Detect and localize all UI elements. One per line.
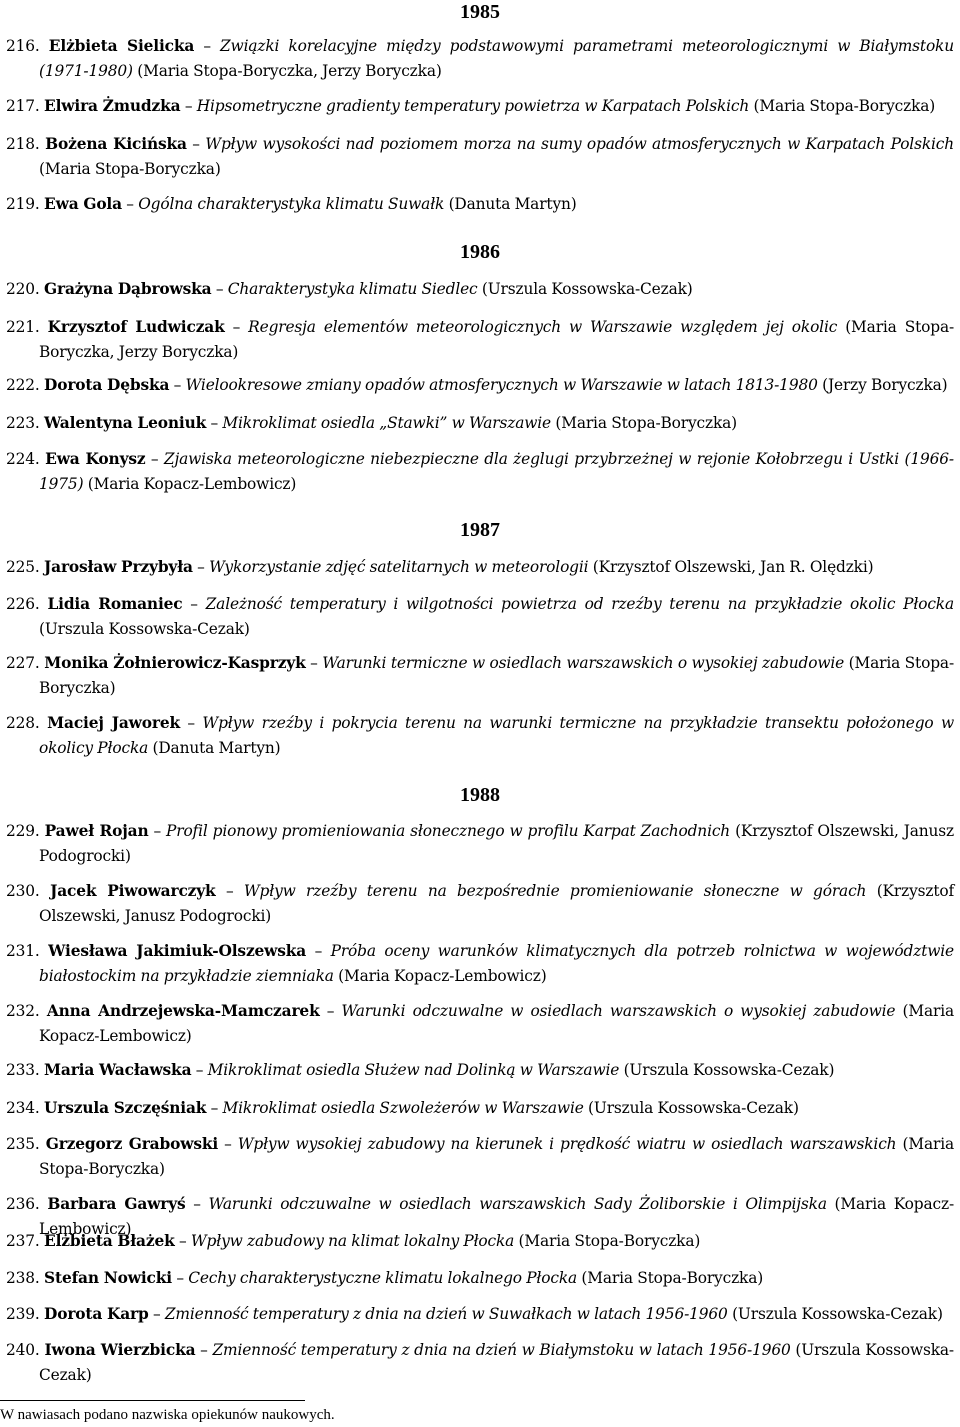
entry-supervisor: (Krzysztof Olszewski, Janusz Podogrocki) (39, 822, 955, 865)
entry-title: Wykorzystanie zdjęć satelitarnych w meteorologii (209, 558, 589, 576)
thesis-entry: 219. Ewa Gola – Ogólna charakterystyka klimatu Suwałk (Danuta Martyn) (6, 195, 577, 213)
entry-supervisor: (Maria Stopa-Boryczka, Jerzy Boryczka) (39, 318, 955, 361)
thesis-entry: 229. Paweł Rojan – Profil pionowy promieniowania słonecznego w profilu Karpat Zachodnich (Krzysztof Olszewski, Janusz Podogrocki) (6, 822, 955, 865)
thesis-entry: 220. Grażyna Dąbrowska – Charakterystyka klimatu Siedlec (Urszula Kossowska-Cezak) (6, 280, 693, 298)
thesis-entry: 239. Dorota Karp – Zmienność temperatury z dnia na dzień w Suwałkach w latach 1956-1960 (Urszula Kossowska-Cezak) (6, 1305, 943, 1323)
entry-title: Wielookresowe zmiany opadów atmosferycznych w Warszawie w latach 1813-1980 (185, 376, 818, 394)
section-year-heading: 1986 (460, 241, 500, 263)
entry-supervisor: (Maria Stopa-Boryczka) (753, 97, 936, 115)
entry-number: 229. (6, 822, 40, 840)
section-year-heading: 1985 (460, 1, 500, 23)
thesis-entry: 217. Elwira Żmudzka – Hipsometryczne gradienty temperatury powietrza w Karpatach Polskich (Maria Stopa-Boryczka) (6, 97, 936, 115)
thesis-entry: 216. Elżbieta Sielicka – Związki korelacyjne między podstawowymi parametrami meteorologicznymi w Białymstoku (1971-1980) (Maria Stopa-Boryczka, Jerzy Boryczka) (6, 37, 954, 80)
entry-supervisor: (Danuta Martyn) (448, 195, 577, 213)
entry-number: 239. (6, 1305, 40, 1323)
thesis-entry: 223. Walentyna Leoniuk – Mikroklimat osiedla „Stawki” w Warszawie (Maria Stopa-Boryczka) (6, 414, 738, 432)
entry-author: Elżbieta Sielicka (48, 37, 195, 55)
entry-supervisor: (Maria Stopa-Boryczka) (518, 1232, 701, 1250)
entry-title: Zmienność temperatury z dnia na dzień w Suwałkach w latach 1956-1960 (164, 1305, 728, 1323)
entry-supervisor: (Maria Stopa-Boryczka) (555, 414, 738, 432)
entry-supervisor: (Maria Kopacz-Lembowicz) (39, 1002, 955, 1045)
entry-number: 220. (6, 280, 40, 298)
thesis-entry: 230. Jacek Piwowarczyk – Wpływ rzeźby terenu na bezpośrednie promieniowanie słoneczne w górach (Krzysztof Olszewski, Janusz Podogrocki) (6, 882, 955, 925)
entry-author: Jarosław Przybyła (44, 558, 193, 576)
entry-number: 238. (6, 1269, 40, 1287)
entry-supervisor: (Maria Stopa-Boryczka) (39, 654, 954, 697)
entry-author: Krzysztof Ludwiczak (47, 318, 225, 336)
entry-supervisor: (Maria Stopa-Boryczka) (581, 1269, 764, 1287)
thesis-entry: 224. Ewa Konysz – Zjawiska meteorologiczne niebezpieczne dla żeglugi przybrzeżnej w rejonie Kołobrzegu i Ustki (1966-1975) (Maria Kopacz-Lembowicz) (6, 450, 954, 493)
entry-author: Dorota Karp (44, 1305, 149, 1323)
entry-author: Monika Żołnierowicz-Kasprzyk (44, 654, 306, 672)
thesis-entry: 237. Elżbieta Błażek – Wpływ zabudowy na klimat lokalny Płocka (Maria Stopa-Boryczka) (6, 1232, 701, 1250)
section-year-heading: 1988 (460, 784, 500, 806)
entry-supervisor: (Krzysztof Olszewski, Janusz Podogrocki) (39, 882, 955, 925)
entry-number: 240. (6, 1341, 40, 1359)
entry-supervisor: (Maria Kopacz-Lembowicz) (338, 966, 547, 985)
entry-title: Ogólna charakterystyka klimatu Suwałk (138, 195, 445, 213)
thesis-entry: 231. Wiesława Jakimiuk-Olszewska – Próba oceny warunków klimatycznych dla potrzeb rolnictwa w województwie białostockim na przykładzie ziemniaka (Maria Kopacz-Lembowicz) (6, 942, 954, 985)
entry-author: Ewa Konysz (45, 450, 146, 468)
entry-supervisor: (Maria Kopacz-Lembowicz) (39, 1195, 954, 1238)
entry-supervisor: (Jerzy Boryczka) (822, 376, 948, 394)
entry-author: Walentyna Leoniuk (44, 414, 207, 432)
thesis-entry: 218. Bożena Kicińska – Wpływ wysokości nad poziomem morza na sumy opadów atmosferycznych w Karpatach Polskich (Maria Stopa-Boryczka) (6, 135, 955, 178)
entry-number: 225. (6, 558, 40, 576)
entry-author: Ewa Gola (44, 195, 122, 213)
entry-supervisor: (Maria Stopa-Boryczka, Jerzy Boryczka) (137, 61, 442, 80)
entry-author: Dorota Dębska (44, 376, 170, 394)
entry-author: Maciej Jaworek (47, 714, 180, 732)
entry-author: Paweł Rojan (44, 822, 149, 840)
footnote: W nawiasach podano nazwiska opiekunów naukowych. (0, 1407, 335, 1423)
entry-number: 232. (6, 1002, 40, 1020)
entry-title: Wpływ wysokiej zabudowy na kierunek i prędkość wiatru w osiedlach warszawskich (237, 1135, 897, 1153)
thesis-entry: 222. Dorota Dębska – Wielookresowe zmiany opadów atmosferycznych w Warszawie w latach 1813-1980 (Jerzy Boryczka) (6, 376, 948, 394)
entry-title: Charakterystyka klimatu Siedlec (227, 280, 478, 298)
entry-number: 228. (6, 714, 40, 732)
thesis-entry: 238. Stefan Nowicki – Cechy charakterystyczne klimatu lokalnego Płocka (Maria Stopa-Boryczka) (6, 1269, 764, 1287)
entry-title: Hipsometryczne gradienty temperatury powietrza w Karpatach Polskich (196, 97, 750, 115)
entry-author: Grzegorz Grabowski (45, 1135, 219, 1153)
entry-title: Profil pionowy promieniowania słonecznego w profilu Karpat Zachodnich (166, 822, 731, 840)
entry-number: 219. (6, 195, 40, 213)
entry-author: Bożena Kicińska (45, 135, 187, 153)
entry-title: Warunki odczuwalne w osiedlach warszawskich o wysokiej zabudowie (341, 1002, 896, 1020)
entry-number: 218. (6, 135, 40, 153)
entry-author: Wiesława Jakimiuk-Olszewska (48, 942, 307, 960)
entry-title: Wpływ rzeźby terenu na bezpośrednie promieniowanie słoneczne w górach (243, 882, 867, 900)
entry-author: Jacek Piwowarczyk (50, 882, 216, 900)
entry-number: 226. (6, 595, 40, 613)
entry-author: Iwona Wierzbicka (44, 1341, 196, 1359)
entry-number: 231. (6, 942, 40, 960)
entry-supervisor: (Urszula Kossowska-Cezak) (481, 280, 693, 298)
thesis-entry: 226. Lidia Romaniec – Zależność temperatury i wilgotności powietrza od rzeźby terenu na przykładzie okolic Płocka (Urszula Kossowska-Cezak) (6, 595, 954, 638)
entry-number: 227. (6, 654, 40, 672)
entry-number: 216. (6, 37, 40, 55)
entry-author: Barbara Gawryś (47, 1195, 186, 1213)
entry-title: Mikroklimat osiedla Służew nad Dolinką w Warszawie (207, 1061, 620, 1079)
entry-author: Lidia Romaniec (47, 595, 183, 613)
entry-number: 234. (6, 1099, 40, 1117)
entry-title: Mikroklimat osiedla Szwoleżerów w Warszawie (222, 1099, 584, 1117)
thesis-entry: 227. Monika Żołnierowicz-Kasprzyk – Warunki termiczne w osiedlach warszawskich o wysokiej zabudowie (Maria Stopa-Boryczka) (6, 654, 954, 697)
entry-supervisor: (Urszula Kossowska-Cezak) (732, 1305, 943, 1323)
entry-number: 224. (6, 450, 40, 468)
entry-supervisor: (Maria Stopa-Boryczka) (39, 159, 221, 178)
entry-number: 235. (6, 1135, 40, 1153)
entry-number: 222. (6, 376, 40, 394)
entry-number: 237. (6, 1232, 40, 1250)
entry-title: Warunki termiczne w osiedlach warszawskich o wysokiej zabudowie (322, 654, 845, 672)
entry-supervisor: (Urszula Kossowska-Cezak) (39, 619, 250, 638)
entry-title: Cechy charakterystyczne klimatu lokalnego Płocka (188, 1269, 578, 1287)
entry-title: Warunki odczuwalne w osiedlach warszawskich Sady Żoliborskie i Olimpijska (208, 1195, 827, 1213)
thesis-entry: 240. Iwona Wierzbicka – Zmienność temperatury z dnia na dzień w Białymstoku w latach 1956-1960 (Urszula Kossowska-Cezak) (6, 1341, 954, 1384)
thesis-entry: 234. Urszula Szczęśniak – Mikroklimat osiedla Szwoleżerów w Warszawie (Urszula Kossowska-Cezak) (6, 1099, 799, 1117)
entry-number: 233. (6, 1061, 40, 1079)
entry-title: Wpływ rzeźby i pokrycia terenu na warunki termiczne na przykładzie transektu położonego w okolicy Płocka (39, 714, 955, 757)
entry-number: 221. (6, 318, 40, 336)
footnote-separator (0, 1400, 305, 1401)
entry-author: Urszula Szczęśniak (44, 1099, 207, 1117)
thesis-entry: 236. Barbara Gawryś – Warunki odczuwalne w osiedlach warszawskich Sady Żoliborskie i Olimpijska (Maria Kopacz-Lembowicz) (6, 1195, 954, 1238)
entry-author: Elwira Żmudzka (44, 97, 181, 115)
entry-supervisor: (Urszula Kossowska-Cezak) (623, 1061, 835, 1079)
entry-author: Grażyna Dąbrowska (44, 280, 212, 298)
entry-number: 230. (6, 882, 40, 900)
thesis-entry: 235. Grzegorz Grabowski – Wpływ wysokiej zabudowy na kierunek i prędkość wiatru w osiedlach warszawskich (Maria Stopa-Boryczka) (6, 1135, 954, 1178)
entry-title: Zmienność temperatury z dnia na dzień w Białymstoku w latach 1956-1960 (212, 1341, 791, 1359)
entry-number: 223. (6, 414, 40, 432)
entry-supervisor: (Urszula Kossowska-Cezak) (588, 1099, 799, 1117)
entry-author: Anna Andrzejewska-Mamczarek (46, 1002, 320, 1020)
thesis-entry: 232. Anna Andrzejewska-Mamczarek – Warunki odczuwalne w osiedlach warszawskich o wysokiej zabudowie (Maria Kopacz-Lembowicz) (6, 1002, 955, 1045)
thesis-entry: 233. Maria Wacławska – Mikroklimat osiedla Służew nad Dolinką w Warszawie (Urszula Kossowska-Cezak) (6, 1061, 835, 1079)
entry-title: Zjawiska meteorologiczne niebezpieczne dla żeglugi przybrzeżnej w rejonie Kołobrzegu i Ustki (1966-1975) (39, 450, 954, 493)
entry-title: Próba oceny warunków klimatycznych dla potrzeb rolnictwa w województwie białostockim na przykładzie ziemniaka (39, 942, 954, 985)
thesis-entry: 225. Jarosław Przybyła – Wykorzystanie zdjęć satelitarnych w meteorologii (Krzysztof Olszewski, Jan R. Olędzki) (6, 558, 874, 576)
entry-title: Związki korelacyjne między podstawowymi parametrami meteorologicznymi w Białymstoku (1971-1980) (39, 37, 954, 80)
entry-author: Elżbieta Błażek (44, 1232, 175, 1250)
entry-supervisor: (Danuta Martyn) (152, 738, 281, 757)
entry-supervisor: (Maria Stopa-Boryczka) (39, 1135, 954, 1178)
entry-author: Stefan Nowicki (44, 1269, 172, 1287)
entry-author: Maria Wacławska (44, 1061, 192, 1079)
entry-title: Mikroklimat osiedla „Stawki” w Warszawie (222, 414, 552, 432)
entry-title: Regresja elementów meteorologicznych w Warszawie względem jej okolic (248, 318, 838, 336)
entry-supervisor: (Urszula Kossowska-Cezak) (39, 1341, 954, 1384)
thesis-entry: 221. Krzysztof Ludwiczak – Regresja elementów meteorologicznych w Warszawie względem jej okolic (Maria Stopa-Boryczka, Jerzy Boryczka) (6, 318, 955, 361)
entry-title: Wpływ zabudowy na klimat lokalny Płocka (190, 1232, 515, 1250)
entry-title: Zależność temperatury i wilgotności powietrza od rzeźby terenu na przykładzie okolic Płocka (205, 595, 954, 613)
entry-title: Wpływ wysokości nad poziomem morza na sumy opadów atmosferycznych w Karpatach Polskich (205, 135, 955, 153)
entry-number: 217. (6, 97, 40, 115)
entry-supervisor: (Maria Kopacz-Lembowicz) (87, 474, 297, 493)
entry-supervisor: (Krzysztof Olszewski, Jan R. Olędzki) (592, 558, 874, 576)
section-year-heading: 1987 (460, 519, 500, 541)
thesis-entry: 228. Maciej Jaworek – Wpływ rzeźby i pokrycia terenu na warunki termiczne na przykładzie transektu położonego w okolicy Płocka (Danuta Martyn) (6, 714, 955, 757)
entry-number: 236. (6, 1195, 40, 1213)
